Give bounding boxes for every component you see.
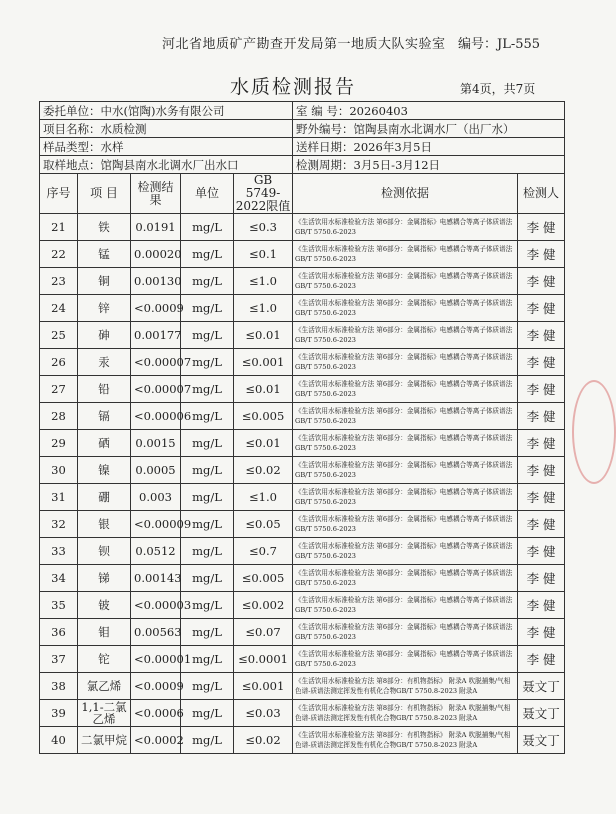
row-unit: mg/L (181, 511, 234, 538)
client-cell: 委托单位：中水(馆陶)水务有限公司 (40, 102, 293, 120)
sample-type-cell: 样品类型：水样 (40, 138, 293, 156)
row-result: 0.0005 (131, 457, 181, 484)
row-unit: mg/L (181, 457, 234, 484)
row-person: 李 健 (518, 511, 565, 538)
row-item: 铊 (78, 646, 131, 673)
table-row (40, 727, 565, 754)
row-item: 钼 (78, 619, 131, 646)
red-seal-stamp (572, 380, 616, 484)
row-no: 33 (40, 538, 78, 565)
row-result: 0.00143 (131, 565, 181, 592)
row-result: <0.00006 (131, 403, 181, 430)
row-limit: ≤0.01 (234, 322, 293, 349)
row-method: 《生活饮用水标准检验方法 第6部分：金属指标》电感耦合等离子体质谱法 GB/T 5750.6-2023 (293, 403, 518, 430)
row-item: 铍 (78, 592, 131, 619)
row-person: 聂文丁 (518, 700, 565, 727)
row-method: 《生活饮用水标准检验方法 第6部分：金属指标》电感耦合等离子体质谱法 GB/T 5750.6-2023 (293, 349, 518, 376)
row-person: 聂文丁 (518, 727, 565, 754)
result-rows (40, 214, 565, 754)
table-row (40, 295, 565, 322)
room-value: 20260403 (349, 103, 408, 118)
field-cell: 野外编号：馆陶县南水北调水厂（出厂水） (293, 120, 565, 138)
table-row (40, 565, 565, 592)
row-no: 27 (40, 376, 78, 403)
table-row (40, 457, 565, 484)
table-row (40, 700, 565, 727)
info-row-sample-type (40, 138, 565, 156)
row-unit: mg/L (181, 565, 234, 592)
row-person: 聂文丁 (518, 673, 565, 700)
row-result: <0.0006 (131, 700, 181, 727)
col-header-limit: GB 5749-2022限值 (234, 174, 293, 214)
row-result: 0.00020 (131, 241, 181, 268)
row-item: 砷 (78, 322, 131, 349)
row-item: 氯乙烯 (78, 673, 131, 700)
sample-location-cell: 取样地点：馆陶县南水北调水厂出水口 (40, 156, 293, 174)
row-method: 《生活饮用水标准检验方法 第8部分：有机物指标》 附录A 吹脱捕集/气相色谱-质谱法测定挥发性有机化合物GB/T 5750.8-2023 附录A (293, 727, 518, 754)
table-row (40, 403, 565, 430)
row-method: 《生活饮用水标准检验方法 第6部分：金属指标》电感耦合等离子体质谱法 GB/T 5750.6-2023 (293, 214, 518, 241)
row-no: 24 (40, 295, 78, 322)
row-unit: mg/L (181, 430, 234, 457)
project-value: 水质检测 (100, 121, 147, 136)
row-item: 硒 (78, 430, 131, 457)
info-row-project (40, 120, 565, 138)
row-result: 0.0191 (131, 214, 181, 241)
table-row (40, 241, 565, 268)
project-cell: 项目名称：水质检测 (40, 120, 293, 138)
row-result: <0.0009 (131, 673, 181, 700)
row-person: 李 健 (518, 565, 565, 592)
page-info: 第4页，共7页 (460, 82, 536, 96)
info-row-location (40, 156, 565, 174)
table-row (40, 214, 565, 241)
row-person: 李 健 (518, 592, 565, 619)
row-limit: ≤0.001 (234, 349, 293, 376)
row-no: 34 (40, 565, 78, 592)
row-person: 李 健 (518, 376, 565, 403)
col-header-item: 项 目 (78, 174, 131, 214)
row-unit: mg/L (181, 349, 234, 376)
table-row (40, 646, 565, 673)
row-method: 《生活饮用水标准检验方法 第6部分：金属指标》电感耦合等离子体质谱法 GB/T 5750.6-2023 (293, 376, 518, 403)
row-unit: mg/L (181, 241, 234, 268)
row-unit: mg/L (181, 619, 234, 646)
row-result: <0.00007 (131, 349, 181, 376)
row-limit: ≤0.002 (234, 592, 293, 619)
row-limit: ≤0.1 (234, 241, 293, 268)
lab-name: 河北省地质矿产勘查开发局第一地质大队实验室 (162, 37, 446, 52)
row-limit: ≤0.3 (234, 214, 293, 241)
row-limit: ≤0.005 (234, 403, 293, 430)
row-unit: mg/L (181, 727, 234, 754)
field-value: 馆陶县南水北调水厂（出厂水） (353, 121, 515, 136)
row-unit: mg/L (181, 295, 234, 322)
row-item: 锌 (78, 295, 131, 322)
row-unit: mg/L (181, 403, 234, 430)
row-unit: mg/L (181, 214, 234, 241)
row-person: 李 健 (518, 349, 565, 376)
row-person: 李 健 (518, 322, 565, 349)
row-limit: ≤0.02 (234, 457, 293, 484)
row-unit: mg/L (181, 484, 234, 511)
row-method: 《生活饮用水标准检验方法 第6部分：金属指标》电感耦合等离子体质谱法 GB/T 5750.6-2023 (293, 619, 518, 646)
row-method: 《生活饮用水标准检验方法 第6部分：金属指标》电感耦合等离子体质谱法 GB/T 5750.6-2023 (293, 295, 518, 322)
row-method: 《生活饮用水标准检验方法 第6部分：金属指标》电感耦合等离子体质谱法 GB/T 5750.6-2023 (293, 538, 518, 565)
row-no: 36 (40, 619, 78, 646)
sample-location-value: 馆陶县南水北调水厂出水口 (100, 157, 239, 172)
row-limit: ≤0.05 (234, 511, 293, 538)
row-limit: ≤1.0 (234, 295, 293, 322)
row-no: 39 (40, 700, 78, 727)
row-item: 锑 (78, 565, 131, 592)
sample-type-value: 水样 (100, 139, 124, 154)
row-no: 32 (40, 511, 78, 538)
row-no: 35 (40, 592, 78, 619)
row-item: 1,1-二氯乙烯 (78, 700, 131, 727)
row-unit: mg/L (181, 322, 234, 349)
row-method: 《生活饮用水标准检验方法 第6部分：金属指标》电感耦合等离子体质谱法 GB/T 5750.6-2023 (293, 484, 518, 511)
row-no: 30 (40, 457, 78, 484)
row-no: 25 (40, 322, 78, 349)
row-no: 21 (40, 214, 78, 241)
row-limit: ≤0.0001 (234, 646, 293, 673)
row-method: 《生活饮用水标准检验方法 第6部分：金属指标》电感耦合等离子体质谱法 GB/T 5750.6-2023 (293, 322, 518, 349)
row-method: 《生活饮用水标准检验方法 第6部分：金属指标》电感耦合等离子体质谱法 GB/T 5750.6-2023 (293, 430, 518, 457)
col-header-person: 检测人 (518, 174, 565, 214)
row-result: <0.0009 (131, 295, 181, 322)
row-method: 《生活饮用水标准检验方法 第8部分：有机物指标》 附录A 吹脱捕集/气相色谱-质谱法测定挥发性有机化合物GB/T 5750.8-2023 附录A (293, 700, 518, 727)
row-limit: ≤0.02 (234, 727, 293, 754)
row-person: 李 健 (518, 403, 565, 430)
row-result: 0.00177 (131, 322, 181, 349)
row-result: <0.00001 (131, 646, 181, 673)
row-result: <0.00009 (131, 511, 181, 538)
row-limit: ≤0.7 (234, 538, 293, 565)
room-cell: 室 编 号：20260403 (293, 102, 565, 120)
row-result: 0.00130 (131, 268, 181, 295)
row-method: 《生活饮用水标准检验方法 第6部分：金属指标》电感耦合等离子体质谱法 GB/T 5750.6-2023 (293, 457, 518, 484)
row-person: 李 健 (518, 241, 565, 268)
row-item: 锰 (78, 241, 131, 268)
row-result: <0.0002 (131, 727, 181, 754)
row-person: 李 健 (518, 268, 565, 295)
row-result: 0.003 (131, 484, 181, 511)
row-limit: ≤0.01 (234, 376, 293, 403)
row-result: <0.00007 (131, 376, 181, 403)
row-unit: mg/L (181, 700, 234, 727)
table-row (40, 592, 565, 619)
row-limit: ≤0.01 (234, 430, 293, 457)
client-value: 中水(馆陶)水务有限公司 (100, 103, 225, 118)
send-date-value: 2026年3月5日 (353, 139, 432, 154)
row-limit: ≤1.0 (234, 268, 293, 295)
report-table (39, 101, 565, 754)
col-header-method: 检测依据 (293, 174, 518, 214)
row-person: 李 健 (518, 214, 565, 241)
row-item: 钡 (78, 538, 131, 565)
send-date-cell: 送样日期：2026年3月5日 (293, 138, 565, 156)
table-row (40, 673, 565, 700)
row-person: 李 健 (518, 619, 565, 646)
row-person: 李 健 (518, 430, 565, 457)
period-cell: 检测周期：3月5日-3月12日 (293, 156, 565, 174)
table-header (40, 174, 565, 214)
col-header-unit: 单位 (181, 174, 234, 214)
row-result: <0.00003 (131, 592, 181, 619)
row-person: 李 健 (518, 646, 565, 673)
row-limit: ≤1.0 (234, 484, 293, 511)
row-item: 镍 (78, 457, 131, 484)
row-method: 《生活饮用水标准检验方法 第6部分：金属指标》电感耦合等离子体质谱法 GB/T 5750.6-2023 (293, 592, 518, 619)
row-no: 40 (40, 727, 78, 754)
row-item: 二氯甲烷 (78, 727, 131, 754)
row-item: 铁 (78, 214, 131, 241)
row-result: 0.00563 (131, 619, 181, 646)
row-no: 23 (40, 268, 78, 295)
table-row (40, 511, 565, 538)
row-result: 0.0512 (131, 538, 181, 565)
row-person: 李 健 (518, 538, 565, 565)
row-unit: mg/L (181, 673, 234, 700)
row-limit: ≤0.07 (234, 619, 293, 646)
row-item: 银 (78, 511, 131, 538)
row-item: 硼 (78, 484, 131, 511)
row-person: 李 健 (518, 457, 565, 484)
row-limit: ≤0.03 (234, 700, 293, 727)
row-method: 《生活饮用水标准检验方法 第6部分：金属指标》电感耦合等离子体质谱法 GB/T 5750.6-2023 (293, 646, 518, 673)
row-method: 《生活饮用水标准检验方法 第6部分：金属指标》电感耦合等离子体质谱法 GB/T 5750.6-2023 (293, 241, 518, 268)
row-no: 28 (40, 403, 78, 430)
row-unit: mg/L (181, 538, 234, 565)
row-no: 38 (40, 673, 78, 700)
row-no: 26 (40, 349, 78, 376)
row-unit: mg/L (181, 592, 234, 619)
info-row-client (40, 102, 565, 120)
row-unit: mg/L (181, 376, 234, 403)
row-method: 《生活饮用水标准检验方法 第6部分：金属指标》电感耦合等离子体质谱法 GB/T 5750.6-2023 (293, 511, 518, 538)
table-row (40, 349, 565, 376)
col-header-result: 检测结果 (131, 174, 181, 214)
row-limit: ≤0.005 (234, 565, 293, 592)
row-no: 29 (40, 430, 78, 457)
row-no: 37 (40, 646, 78, 673)
row-no: 31 (40, 484, 78, 511)
row-item: 铜 (78, 268, 131, 295)
table-row (40, 376, 565, 403)
row-result: 0.0015 (131, 430, 181, 457)
period-value: 3月5日-3月12日 (353, 157, 441, 172)
col-header-no: 序号 (40, 174, 78, 214)
row-no: 22 (40, 241, 78, 268)
row-item: 汞 (78, 349, 131, 376)
row-item: 镉 (78, 403, 131, 430)
table-row (40, 538, 565, 565)
row-unit: mg/L (181, 646, 234, 673)
table-row (40, 484, 565, 511)
table-row (40, 430, 565, 457)
row-method: 《生活饮用水标准检验方法 第8部分：有机物指标》 附录A 吹脱捕集/气相色谱-质谱法测定挥发性有机化合物GB/T 5750.8-2023 附录A (293, 673, 518, 700)
table-row (40, 322, 565, 349)
report-number: 编号：JL-555 (458, 37, 541, 52)
row-person: 李 健 (518, 484, 565, 511)
row-unit: mg/L (181, 268, 234, 295)
row-person: 李 健 (518, 295, 565, 322)
row-method: 《生活饮用水标准检验方法 第6部分：金属指标》电感耦合等离子体质谱法 GB/T 5750.6-2023 (293, 268, 518, 295)
table-row (40, 268, 565, 295)
table-row (40, 619, 565, 646)
report-title: 水质检测报告 (229, 76, 356, 98)
row-method: 《生活饮用水标准检验方法 第6部分：金属指标》电感耦合等离子体质谱法 GB/T 5750.6-2023 (293, 565, 518, 592)
row-item: 铅 (78, 376, 131, 403)
row-limit: ≤0.001 (234, 673, 293, 700)
